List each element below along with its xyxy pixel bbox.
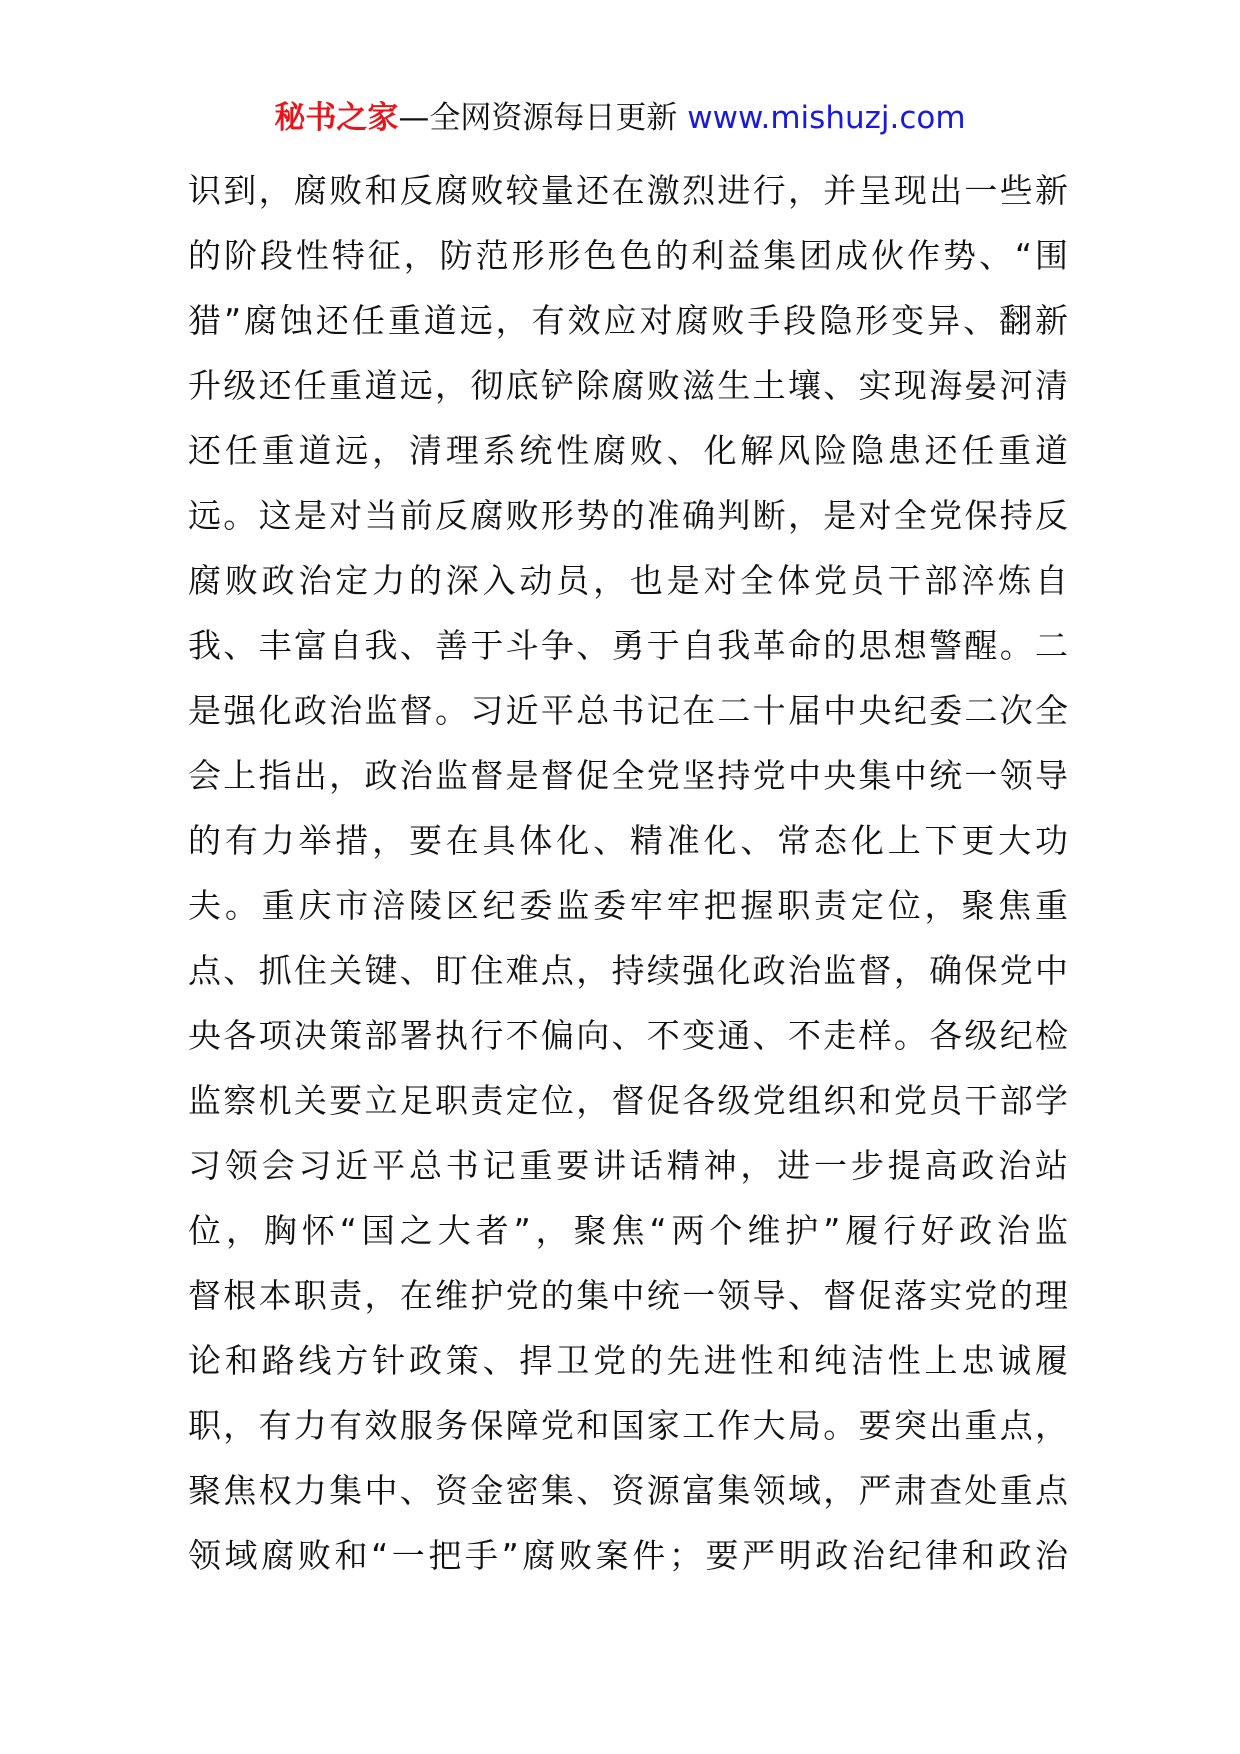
body-line: 央各项决策部署执行不偏向、不变通、不走样。各级纪检 [188,1016,1068,1055]
body-line: 论和路线方针政策、捍卫党的先进性和纯洁性上忠诚履 [188,1341,1068,1380]
site-url-link[interactable]: www.mishuzj.com [687,100,966,136]
body-line: 我、丰富自我、善于斗争、勇于自我革命的思想警醒。二 [188,626,1068,665]
body-line: 腐败政治定力的深入动员，也是对全体党员干部淬炼自 [188,561,1068,600]
body-line: 领域腐败和“一把手”腐败案件；要严明政治纪律和政治 [188,1536,1068,1575]
body-line: 远。这是对当前反腐败形势的准确判断，是对全党保持反 [188,496,1068,535]
body-line: 猎”腐蚀还任重道远，有效应对腐败手段隐形变异、翻新 [188,301,1068,340]
body-line: 的阶段性特征，防范形形色色的利益集团成伙作势、“围 [188,236,1068,275]
body-line: 聚焦权力集中、资金密集、资源富集领域，严肃查处重点 [188,1471,1068,1510]
body-line: 升级还任重道远，彻底铲除腐败滋生土壤、实现海晏河清 [188,366,1068,405]
body-line: 点、抓住关键、盯住难点，持续强化政治监督，确保党中 [188,951,1068,990]
body-line: 职，有力有效服务保障党和国家工作大局。要突出重点， [188,1406,1068,1445]
body-line: 是强化政治监督。习近平总书记在二十届中央纪委二次全 [188,691,1068,730]
body-line: 的有力举措，要在具体化、精准化、常态化上下更大功 [188,821,1068,860]
body-line: 督根本职责，在维护党的集中统一领导、督促落实党的理 [188,1276,1068,1315]
header-tagline: —全网资源每日更新 [398,100,688,136]
body-line: 夫。重庆市涪陵区纪委监委牢牢把握职责定位，聚焦重 [188,886,1068,925]
body-line: 识到，腐败和反腐败较量还在激烈进行，并呈现出一些新 [188,171,1068,210]
body-line: 习领会习近平总书记重要讲话精神，进一步提高政治站 [188,1146,1068,1185]
body-line: 还任重道远，清理系统性腐败、化解风险隐患还任重道 [188,431,1068,470]
body-line: 会上指出，政治监督是督促全党坚持党中央集中统一领导 [188,756,1068,795]
brand-name: 秘书之家 [274,100,399,136]
page-header [0,98,1240,138]
document-body [188,158,1068,1588]
body-line: 监察机关要立足职责定位，督促各级党组织和党员干部学 [188,1081,1068,1120]
body-line: 位，胸怀“国之大者”，聚焦“两个维护”履行好政治监 [188,1211,1068,1250]
